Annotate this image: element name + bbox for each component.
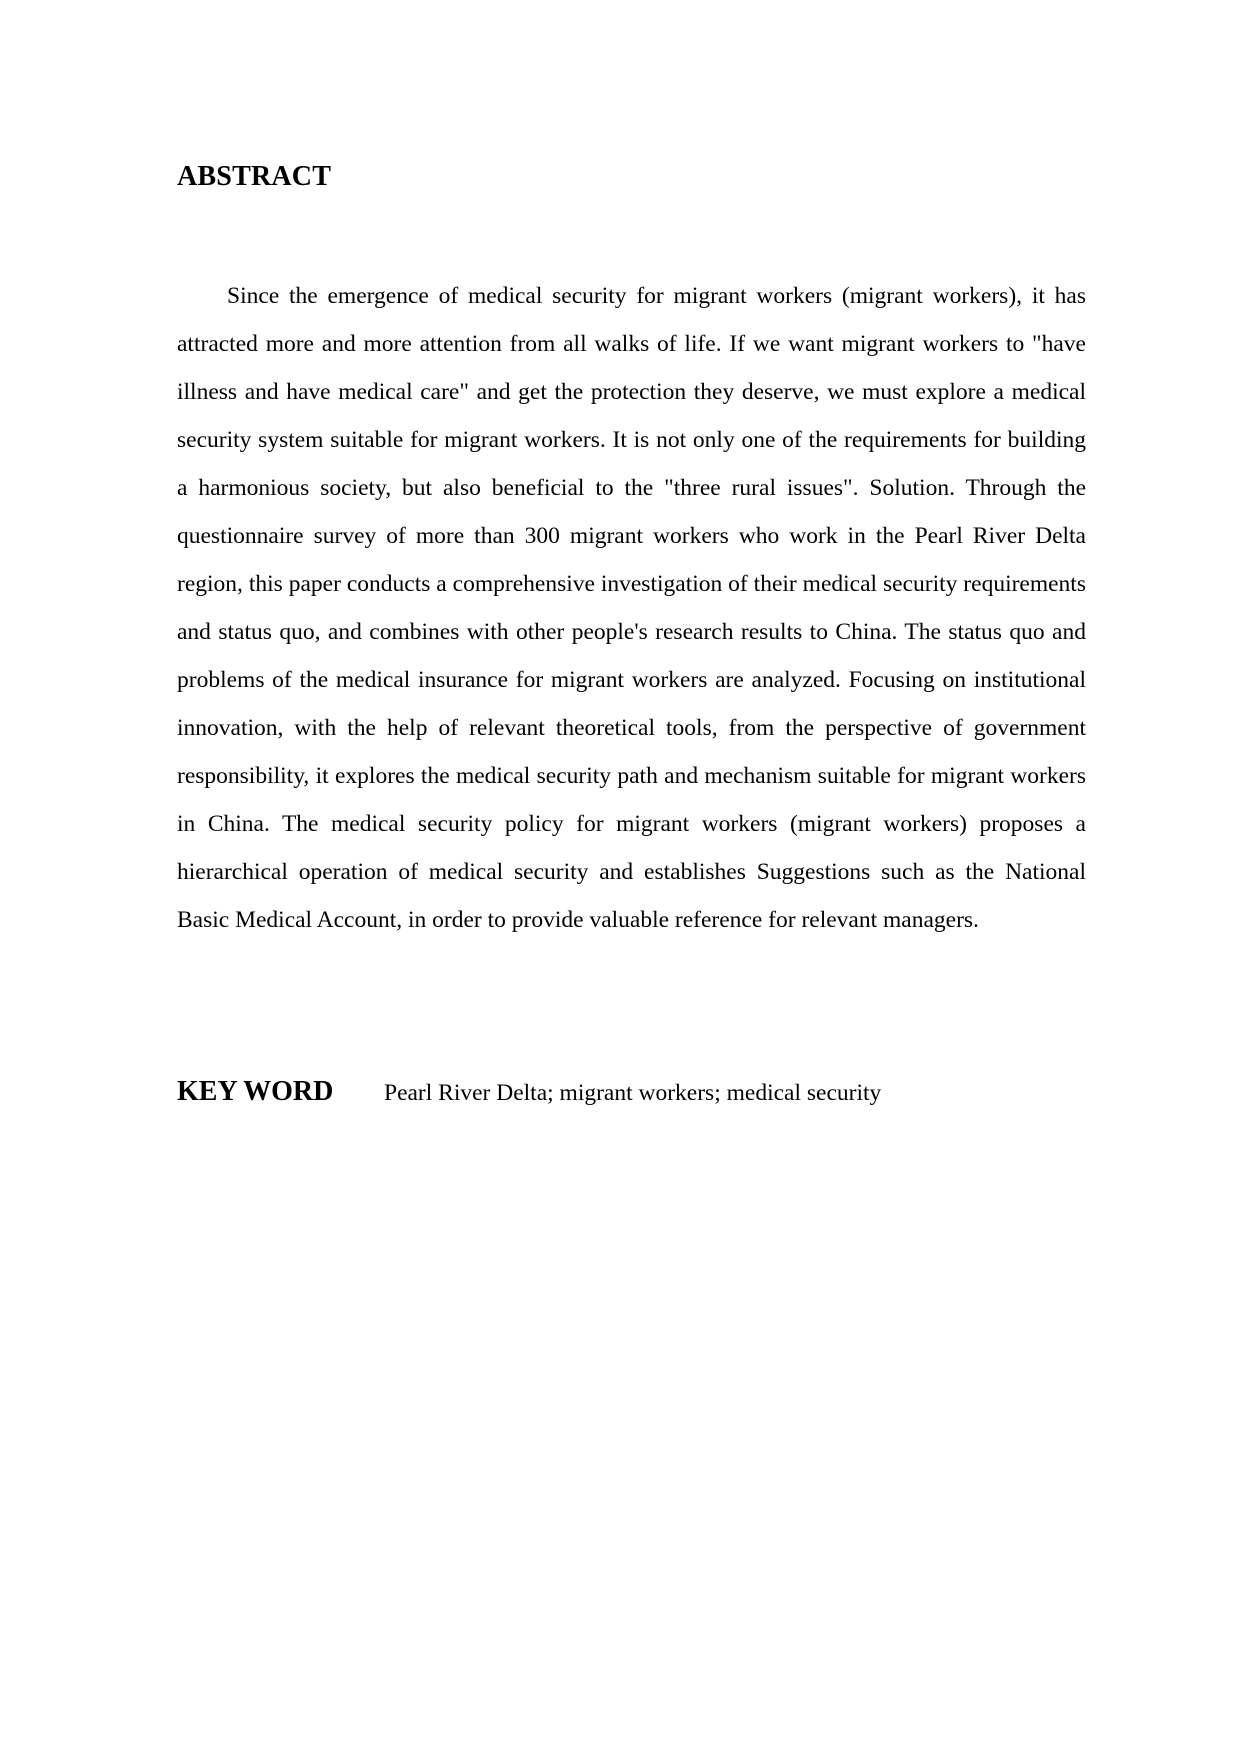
abstract-body: Since the emergence of medical security for migrant workers (migrant workers), it has attracted more and more attention from all walks of life. If we want migrant workers to "have illness and have medical care" and get the protection they deserve, we must explore a medical security system suitable for migrant workers. It is not only one of the requirements for building a harmonious society, but also beneficial to the "three rural issues". Solution. Through the questionnaire survey of more than 300 migrant workers who work in the Pearl River Delta region, this paper conducts a comprehensive investigation of their medical security requirements and status quo, and combines with other people's research results to China. The status quo and problems of the medical insurance for migrant workers are analyzed. Focusing on institutional innovation, with the help of relevant theoretical tools, from the perspective of government responsibility, it explores the medical security path and mechanism suitable for migrant workers in China. The medical security policy for migrant workers (migrant workers) proposes a hierarchical operation of medical security and establishes Suggestions such as the National Basic Medical Account, in order to provide valuable reference for relevant managers. — [177, 283, 1086, 933]
keyword-label: KEY WORD — [177, 1076, 334, 1107]
keyword-values: Pearl River Delta; migrant workers; medical security — [384, 1080, 882, 1106]
abstract-heading: ABSTRACT — [177, 161, 332, 192]
keyword-section — [177, 1072, 1086, 1113]
